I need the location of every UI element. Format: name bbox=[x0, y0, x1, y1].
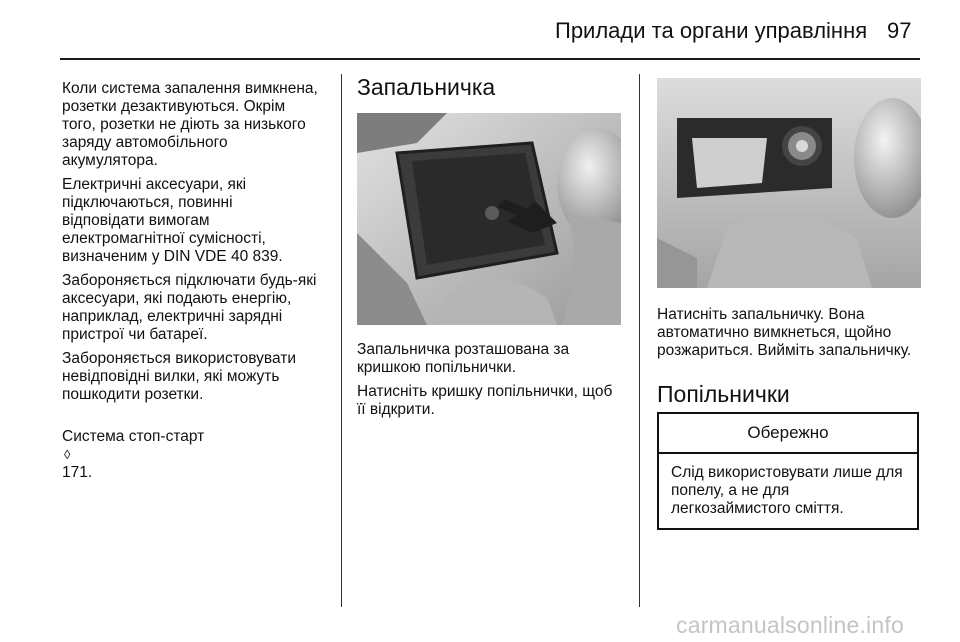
caption-press-cover: Натисніть кришку попільнички, щоб її відкрити. bbox=[357, 383, 613, 418]
warning-title: Обережно bbox=[659, 414, 917, 454]
cross-reference-stop-start[interactable] bbox=[62, 410, 334, 482]
figure-lighter-socket bbox=[657, 78, 921, 288]
column-2 bbox=[357, 73, 629, 425]
paragraph-sockets-ignition: Коли система запалення вимкнена, розетки дезактивуються. Окрім того, розетки не діють за низького заряду автомобільного акумулятора. bbox=[62, 80, 318, 169]
xref-text: Система стоп-старт bbox=[62, 428, 205, 445]
xref-page: 171. bbox=[62, 464, 93, 481]
figure-ashtray-cover bbox=[357, 113, 621, 325]
paragraph-emc-requirements: Електричні аксесуари, які підключаються, повинні відповідати вимогам електромагнітної сумісності, визначеним у DIN VDE 40 839. bbox=[62, 176, 283, 265]
column-divider-left bbox=[341, 74, 342, 607]
section-heading-ashtrays: Попільнички bbox=[657, 381, 790, 407]
caption-lighter-location: Запальничка розташована за кришкою попільнички. bbox=[357, 341, 570, 376]
page-header-title: Прилади та органи управління bbox=[555, 18, 868, 43]
column-divider-right bbox=[639, 74, 640, 607]
column-1 bbox=[62, 80, 334, 488]
warning-text: Слід використовувати лише для попелу, а не для легкозаймистого сміття. bbox=[671, 464, 903, 517]
caption-press-lighter: Натисніть запальничку. Вона автоматично вимкнеться, щойно розжариться. Вийміть запальничку. bbox=[657, 306, 912, 359]
page-number: 97 bbox=[887, 18, 912, 43]
watermark: carmanualsonline.info bbox=[676, 612, 904, 638]
warning-box bbox=[657, 412, 919, 530]
paragraph-unsuitable-plugs: Забороняється використовувати невідповідні вилки, які можуть пошкодити розетки. bbox=[62, 350, 296, 403]
xref-arrow-icon: ◊ bbox=[64, 447, 71, 462]
header-rule bbox=[60, 58, 920, 60]
paragraph-no-power-accessories: Забороняється підключати будь-які аксесуари, які подають енергію, наприклад, електричні зарядні пристрої чи батареї. bbox=[62, 272, 317, 343]
section-heading-cigarette-lighter: Запальничка bbox=[357, 74, 496, 100]
column-3 bbox=[657, 73, 923, 530]
